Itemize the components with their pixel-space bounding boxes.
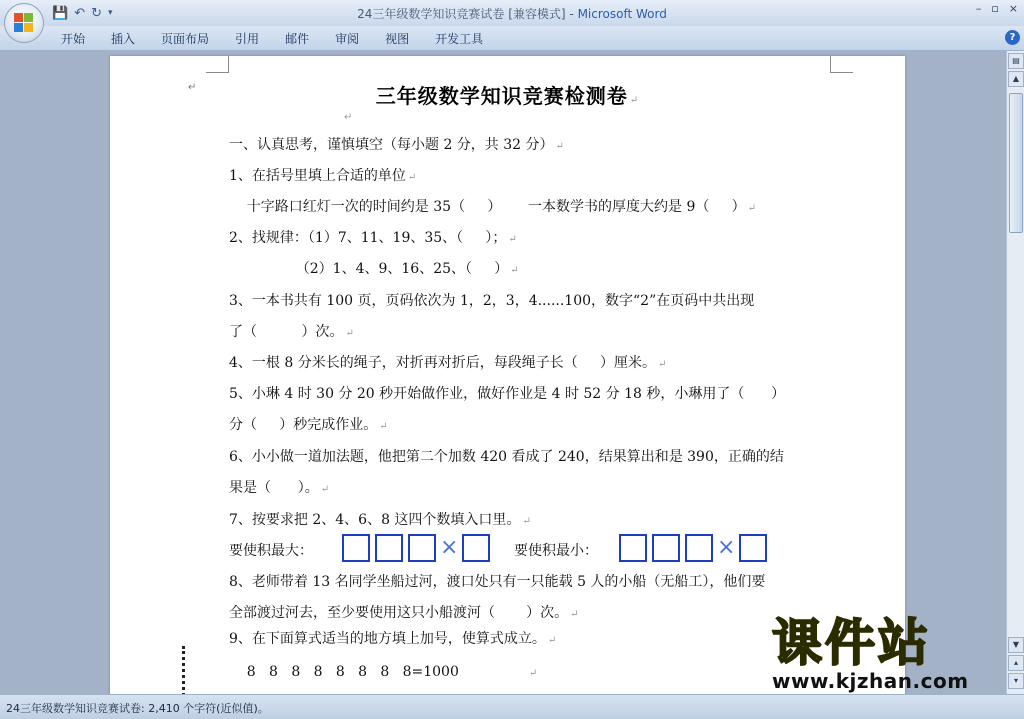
watermark-url: www.kjzhan.com: [772, 669, 969, 693]
title-bar: [0, 0, 1024, 27]
scroll-up-button[interactable]: ▲: [1008, 71, 1024, 87]
paragraph-mark: ↵: [555, 141, 564, 152]
paragraph-mark: ↵: [320, 484, 330, 495]
paragraph-mark: ↵: [510, 265, 519, 276]
question-line: [229, 509, 531, 529]
paragraph-mark: ↵: [657, 359, 667, 370]
question-line: [229, 258, 519, 278]
line-text: （2）1、4、9、16、25、（ ）: [229, 261, 509, 277]
question-line: [229, 290, 754, 310]
question-line: [229, 414, 388, 434]
undo-icon[interactable]: ↶: [74, 5, 86, 21]
q7-max-boxes: [342, 532, 495, 564]
app-name: Microsoft Word: [577, 7, 667, 21]
paragraph-mark: ↵: [528, 668, 538, 679]
document-page[interactable]: [110, 56, 905, 694]
paragraph-mark: ↵: [629, 95, 640, 106]
line-text: 4、一根 8 分米长的绳子，对折再对折后，每段绳子长（ ）厘米。: [229, 355, 656, 371]
document-title-text: 24三年级数学知识竞赛试卷 [兼容模式] -: [357, 7, 578, 21]
tab-developer[interactable]: 开发工具: [435, 32, 484, 46]
question-line: [229, 602, 579, 622]
line-text: 6、小小做一道加法题，他把第二个加数 420 看成了 240，结果算出和是 390，正确的结: [229, 449, 784, 465]
customize-qat-icon[interactable]: ▾: [108, 8, 113, 18]
paragraph-mark: ↵: [344, 112, 353, 123]
tab-home[interactable]: 开始: [61, 32, 86, 46]
answer-box[interactable]: [375, 534, 403, 562]
q7-min-label: 要使积最小：: [514, 543, 598, 559]
line-text: 7、按要求把 2、4、6、8 这四个数填入口里。: [229, 512, 521, 528]
paragraph-mark: ↵: [547, 635, 557, 646]
site-watermark: [772, 614, 1002, 693]
question-line: [229, 571, 765, 591]
tab-insert[interactable]: 插入: [111, 32, 136, 46]
line-text: 8、老师带着 13 名同学坐船过河，渡口处只有一只能载 5 人的小船（无船工），他们要: [229, 574, 766, 590]
question-line: [229, 628, 556, 648]
anchor-mark: ↵: [188, 82, 197, 93]
question-line: [229, 196, 756, 216]
minimize-button[interactable]: –: [975, 2, 982, 15]
paragraph-mark: ↵: [407, 172, 417, 183]
redo-icon[interactable]: ↻: [91, 5, 102, 21]
line-text: 2、找规律：（1）7、11、19、35、（ ）；: [229, 230, 507, 246]
dotted-margin-line: [182, 646, 189, 694]
question-line: [229, 352, 666, 372]
tab-mailings[interactable]: 邮件: [285, 32, 310, 46]
q7-min-boxes: [619, 532, 772, 564]
paragraph-mark: ↵: [379, 421, 388, 432]
previous-page-button[interactable]: ▴: [1008, 655, 1024, 671]
line-text: 1、在括号里填上合适的单位: [229, 168, 406, 184]
line-text: 分（ ）秒完成作业。: [229, 417, 378, 433]
window-title: [0, 5, 1024, 22]
question-line: [229, 477, 329, 497]
scroll-down-button[interactable]: ▼: [1008, 637, 1024, 653]
answer-box[interactable]: [619, 534, 647, 562]
office-logo-icon: [14, 13, 34, 33]
question-line: [229, 446, 784, 466]
line-text: 十字路口红灯一次的时间约是 35（ ） 一本数学书的厚度大约是 9（ ）: [229, 199, 746, 215]
vertical-scrollbar[interactable]: [1006, 51, 1024, 694]
question-line: [229, 165, 416, 185]
close-button[interactable]: ×: [1008, 2, 1018, 15]
answer-box[interactable]: [342, 534, 370, 562]
ribbon-tab-bar: [0, 26, 1024, 51]
paragraph-mark: ↵: [508, 234, 517, 245]
paragraph-mark: ↵: [747, 203, 757, 214]
status-text: 24三年级数学知识竞赛试卷: 2,410 个字符(近似值)。: [6, 702, 269, 715]
equation-line: [229, 664, 537, 680]
answer-box[interactable]: [462, 534, 490, 562]
answer-box[interactable]: [652, 534, 680, 562]
line-text: 5、小琳 4 时 30 分 20 秒开始做作业，做好作业是 4 时 52 分 18 秒，小琳用了（ ）: [229, 386, 786, 402]
question-line: [229, 321, 354, 341]
multiply-sign: ×: [717, 535, 736, 560]
tab-page-layout[interactable]: 页面布局: [161, 32, 210, 46]
answer-box[interactable]: [739, 534, 767, 562]
line-text: 全部渡过河去，至少要使用这只小船渡河（ ）次。: [229, 605, 569, 621]
line-text: 3、一本书共有 100 页，页码依次为 1，2，3，4......100，数字“2”在页码中共出现: [229, 293, 755, 309]
answer-box[interactable]: [408, 534, 436, 562]
line-text: 8 8 8 8 8 8 8 8=1000: [229, 664, 459, 680]
paragraph-mark: ↵: [522, 516, 531, 527]
line-text: 果是（ ）。: [229, 480, 319, 496]
question-line: [229, 227, 517, 247]
question-line: [229, 383, 785, 403]
paragraph-mark: ↵: [570, 609, 579, 620]
line-text: 一、认真思考，谨慎填空（每小题 2 分，共 32 分）: [229, 137, 554, 153]
q7-max-label: 要使积最大：: [229, 543, 313, 559]
tab-review[interactable]: 审阅: [335, 32, 360, 46]
multiply-sign: ×: [440, 535, 459, 560]
section-heading: [229, 134, 564, 154]
tab-view[interactable]: 视图: [385, 32, 410, 46]
document-title-text: 三年级数学知识竞赛检测卷: [375, 84, 628, 108]
paragraph-mark: ↵: [345, 328, 354, 339]
crop-mark-top-right: [830, 56, 853, 73]
tab-references[interactable]: 引用: [235, 32, 260, 46]
answer-box[interactable]: [685, 534, 713, 562]
scroll-thumb[interactable]: [1009, 93, 1023, 233]
line-text: 9、在下面算式适当的地方填上加号，使算式成立。: [229, 631, 546, 647]
ruler-toggle-icon[interactable]: ▤: [1008, 53, 1024, 69]
office-button[interactable]: [4, 3, 44, 43]
next-page-button[interactable]: ▾: [1008, 673, 1024, 689]
restore-button[interactable]: ▫: [991, 2, 999, 15]
help-icon[interactable]: ?: [1005, 30, 1020, 45]
crop-mark-top-left: [206, 56, 229, 73]
watermark-brand: 课件站: [772, 614, 931, 672]
ribbon-tabs: [48, 30, 496, 47]
save-icon[interactable]: 💾: [52, 5, 69, 21]
status-bar: [0, 694, 1024, 719]
line-text: 了（ ）次。: [229, 324, 344, 340]
document-workspace: [0, 51, 1006, 694]
window-controls: [976, 2, 1018, 15]
document-title: [110, 80, 905, 109]
